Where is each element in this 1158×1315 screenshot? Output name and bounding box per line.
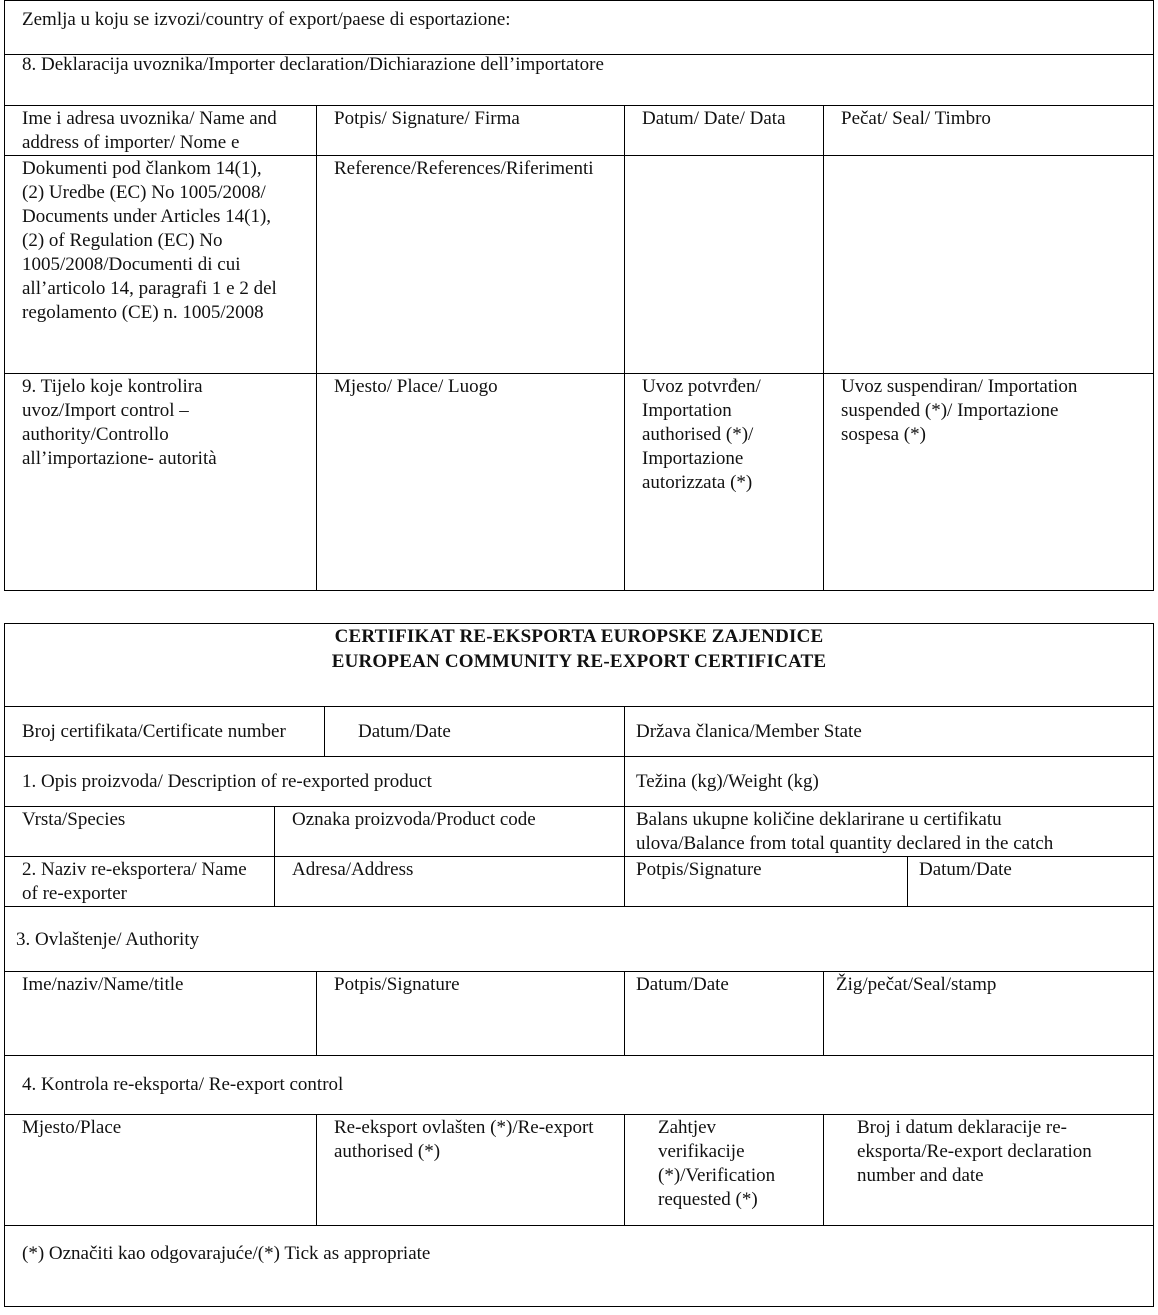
divider	[823, 1114, 824, 1225]
divider	[4, 155, 1154, 156]
documents-article-14-label: Dokumenti pod člankom 14(1), (2) Uredbe (EC) No 1005/2008/ Documents under Articles 14(1), (2) of Regulation (EC) No 1005/2008/Documenti di cui all’articolo 14, paragrafi 1 e 2 del regolamento (CE) n. 1005/2008	[22, 158, 277, 323]
country-of-export-label: Zemlja u koju se izvozi/country of export/paese di esportazione:	[22, 9, 511, 30]
references-label: Reference/References/Riferimenti	[334, 158, 594, 179]
divider	[4, 373, 1154, 374]
divider	[624, 105, 625, 591]
divider	[4, 906, 1154, 907]
certificate-title-en: EUROPEAN COMMUNITY RE-EXPORT CERTIFICATE	[331, 651, 827, 672]
divider	[324, 706, 325, 756]
authority-date-label: Datum/Date	[636, 974, 729, 995]
member-state-label: Država članica/Member State	[636, 721, 862, 742]
importer-name-address-label: Ime i adresa uvoznika/ Name and address of importer/ Nome e	[22, 108, 277, 153]
divider	[4, 1055, 1154, 1056]
certificate-number-label: Broj certifikata/Certificate number	[22, 721, 286, 742]
address-label: Adresa/Address	[292, 859, 414, 880]
species-label: Vrsta/Species	[22, 809, 126, 830]
divider	[4, 105, 1154, 106]
box4-reexport-control-label: 4. Kontrola re-eksporta/ Re-export control	[22, 1074, 344, 1095]
authority-signature-label: Potpis/Signature	[334, 974, 460, 995]
tick-as-appropriate-footnote: (*) Označiti kao odgovarajuće/(*) Tick as appropriate	[22, 1243, 431, 1264]
divider	[4, 971, 1154, 972]
seal-label: Pečat/ Seal/ Timbro	[841, 108, 991, 129]
divider	[4, 706, 1154, 707]
divider	[4, 1225, 1154, 1226]
box1-product-description-label: 1. Opis proizvoda/ Description of re-exported product	[22, 771, 432, 792]
box2-reexporter-name-label: 2. Naziv re-eksportera/ Name of re-exporter	[22, 859, 247, 904]
reexporter-signature-label: Potpis/Signature	[636, 859, 762, 880]
product-code-label: Oznaka proizvoda/Product code	[292, 809, 536, 830]
divider	[624, 971, 625, 1055]
certificate-title-hr: CERTIFIKAT RE-EKSPORTA EUROPSKE ZAJENDICE	[334, 626, 824, 647]
seal-stamp-label: Žig/pečat/Seal/stamp	[836, 974, 997, 995]
divider	[624, 1114, 625, 1225]
signature-label: Potpis/ Signature/ Firma	[334, 108, 520, 129]
divider	[316, 1114, 317, 1225]
divider	[316, 105, 317, 591]
divider	[4, 1114, 1154, 1115]
divider	[274, 806, 275, 906]
divider	[316, 971, 317, 1055]
divider	[907, 856, 908, 906]
weight-label: Težina (kg)/Weight (kg)	[636, 771, 819, 792]
name-title-label: Ime/naziv/Name/title	[22, 974, 184, 995]
divider	[4, 756, 1154, 757]
place-label: Mjesto/ Place/ Luogo	[334, 376, 498, 397]
import-suspended-label: Uvoz suspendiran/ Importation suspended (*)/ Importazione sospesa (*)	[841, 376, 1078, 445]
box8-importer-declaration-title: 8. Deklaracija uvoznika/Importer declaration/Dichiarazione dell’importatore	[22, 54, 604, 75]
reexport-authorised-label: Re-eksport ovlašten (*)/Re-export authorised (*)	[334, 1117, 594, 1162]
verification-requested-label: Zahtjev verifikacije (*)/Verification requested (*)	[658, 1117, 776, 1210]
box3-authority-label: 3. Ovlaštenje/ Authority	[16, 929, 200, 950]
box9-import-control-authority-label: 9. Tijelo koje kontrolira uvoz/Import control – authority/Controllo all’importazione- autorità	[22, 376, 217, 469]
import-authorised-label: Uvoz potvrđen/ Importation authorised (*)/ Importazione autorizzata (*)	[642, 376, 761, 493]
divider	[823, 105, 824, 591]
divider	[4, 806, 1154, 807]
declaration-number-date-label: Broj i datum deklaracije re- eksporta/Re-export declaration number and date	[857, 1117, 1092, 1186]
reexporter-date-label: Datum/Date	[919, 859, 1012, 880]
certificate-date-label: Datum/Date	[358, 721, 451, 742]
balance-quantity-label: Balans ukupne količine deklarirane u certifikatu ulova/Balance from total quantity declared in the catch	[636, 809, 1054, 854]
date-label: Datum/ Date/ Data	[642, 108, 786, 129]
divider	[823, 971, 824, 1055]
control-place-label: Mjesto/Place	[22, 1117, 122, 1138]
divider	[4, 856, 1154, 857]
divider	[624, 706, 625, 906]
